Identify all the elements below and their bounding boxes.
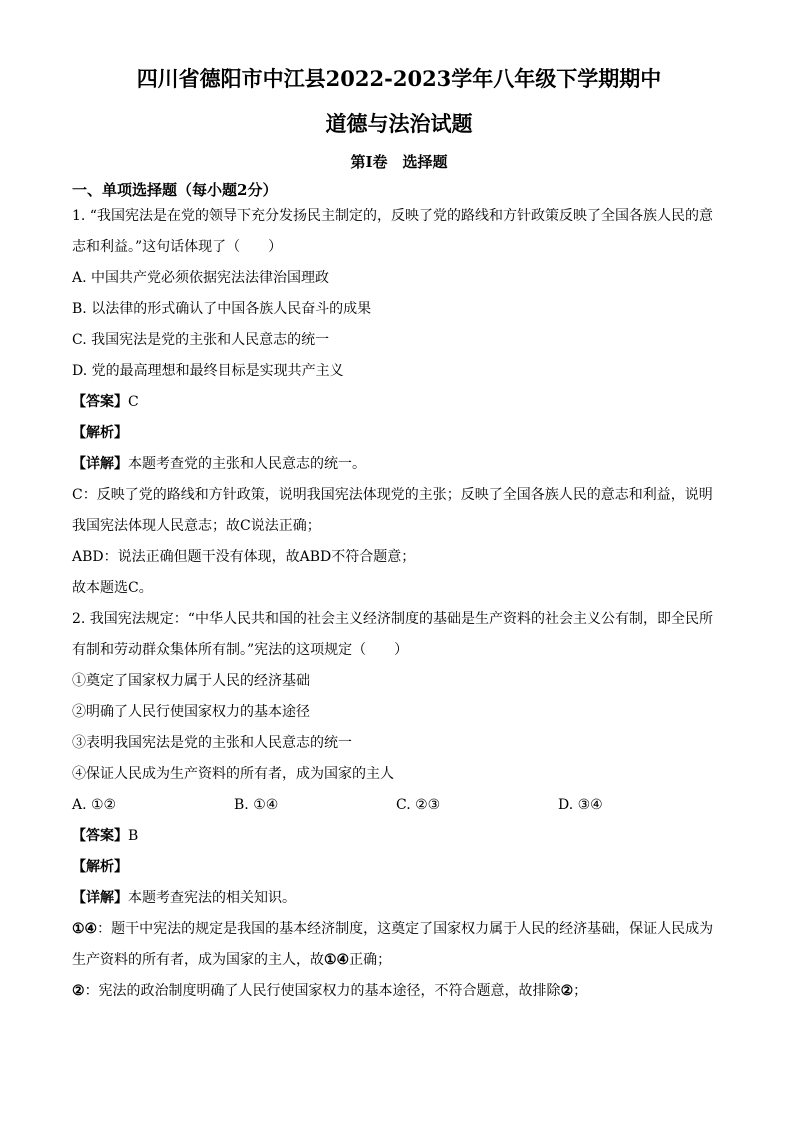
question-2-answer	[72, 821, 726, 852]
question-2-detail	[72, 883, 726, 914]
question-2-option-b: B. ①④	[234, 797, 279, 813]
question-2-stem-line1: 2. 我国宪法规定：“中华人民共和国的社会主义经济制度的基础是生产资料的社会主义公有制，即全民所	[72, 611, 713, 627]
part-title: 一、单项选择题（每小题2分）	[72, 181, 278, 199]
detail-tag: 【详解】	[72, 456, 128, 472]
question-1-detail	[72, 449, 726, 480]
explanation-marker: ①④	[72, 921, 98, 937]
explanation-text: ：宪法的政治制度明确了人民行使国家权力的基本途径，不符合题意，故排除	[84, 983, 561, 999]
question-2-options	[72, 790, 726, 821]
question-2-explanation-1-line2	[72, 945, 726, 976]
question-2-explanation-1-line1	[72, 914, 726, 945]
subject-title: 道德与法治试题	[325, 111, 473, 136]
question-1-explanation-line1: C：反映了党的路线和方针政策，说明我国宪法体现党的主张；反映了全国各族人民的意志和利益，说明	[72, 487, 713, 503]
explanation-text: ：题干中宪法的规定是我国的基本经济制度，这奠定了国家权力属于人民的经济基础，保证人民成为	[97, 921, 714, 937]
question-2-analysis-tag	[72, 852, 726, 883]
document-title: 四川省德阳市中江县2022-2023学年八年级下学期期中	[136, 66, 662, 91]
explanation-marker: ①④	[324, 952, 350, 968]
answer-value: B	[128, 828, 139, 844]
question-2-item-3: ③表明我国宪法是党的主张和人民意志的统一	[72, 735, 352, 751]
question-1-stem-line2: 志和利益。”这句话体现了（ ）	[72, 239, 283, 255]
question-1-option-b: B. 以法律的形式确认了中国各族人民奋斗的成果	[72, 301, 372, 317]
question-1-explanation-line4: 故本题选C。	[72, 580, 153, 596]
question-2-explanation-2	[72, 976, 726, 1007]
question-1-option-d: D. 党的最高理想和最终目标是实现共产主义	[72, 363, 344, 379]
question-2-item-4: ④保证人民成为生产资料的所有者，成为国家的主人	[72, 766, 394, 782]
detail-text: 本题考查宪法的相关知识。	[128, 890, 296, 906]
detail-tag: 【详解】	[72, 890, 128, 906]
question-1-explanation-line2: 我国宪法体现人民意志；故C说法正确；	[72, 518, 321, 534]
question-1-option-c: C. 我国宪法是党的主张和人民意志的统一	[72, 332, 330, 348]
answer-tag: 【答案】	[72, 394, 128, 410]
question-1	[72, 201, 726, 604]
answer-value: C	[128, 394, 139, 410]
explanation-marker: ②	[72, 983, 85, 999]
question-1-stem-line1: 1. “我国宪法是在党的领导下充分发扬民主制定的，反映了党的路线和方针政策反映了全国各族人民的意	[72, 208, 713, 224]
question-2-item-2: ②明确了人民行使国家权力的基本途径	[72, 704, 310, 720]
question-2-option-c: C. ②③	[396, 797, 441, 813]
question-1-answer	[72, 387, 726, 418]
explanation-marker: ②	[560, 983, 574, 999]
analysis-tag: 【解析】	[72, 425, 128, 441]
answer-tag: 【答案】	[72, 828, 128, 844]
explanation-text: 正确；	[349, 952, 392, 968]
section-title: 第Ⅰ卷 选择题	[350, 153, 448, 171]
question-2	[72, 604, 726, 1007]
analysis-tag: 【解析】	[72, 859, 128, 875]
detail-text: 本题考查党的主张和人民意志的统一。	[128, 456, 366, 472]
question-1-analysis-tag	[72, 418, 726, 449]
explanation-text: ；	[573, 983, 588, 999]
question-2-option-a: A. ①②	[72, 797, 117, 813]
question-1-option-a: A. 中国共产党必须依据宪法法律治国理政	[72, 270, 330, 286]
explanation-text: 生产资料的所有者，成为国家的主人，故	[72, 952, 324, 968]
question-2-option-d: D. ③④	[558, 797, 603, 813]
question-2-item-1: ①奠定了国家权力属于人民的经济基础	[72, 673, 310, 689]
question-1-explanation-line3: ABD：说法正确但题干没有体现，故ABD不符合题意；	[72, 549, 416, 565]
question-2-stem-line2: 有制和劳动群众集体所有制。”宪法的这项规定（ ）	[72, 642, 409, 658]
